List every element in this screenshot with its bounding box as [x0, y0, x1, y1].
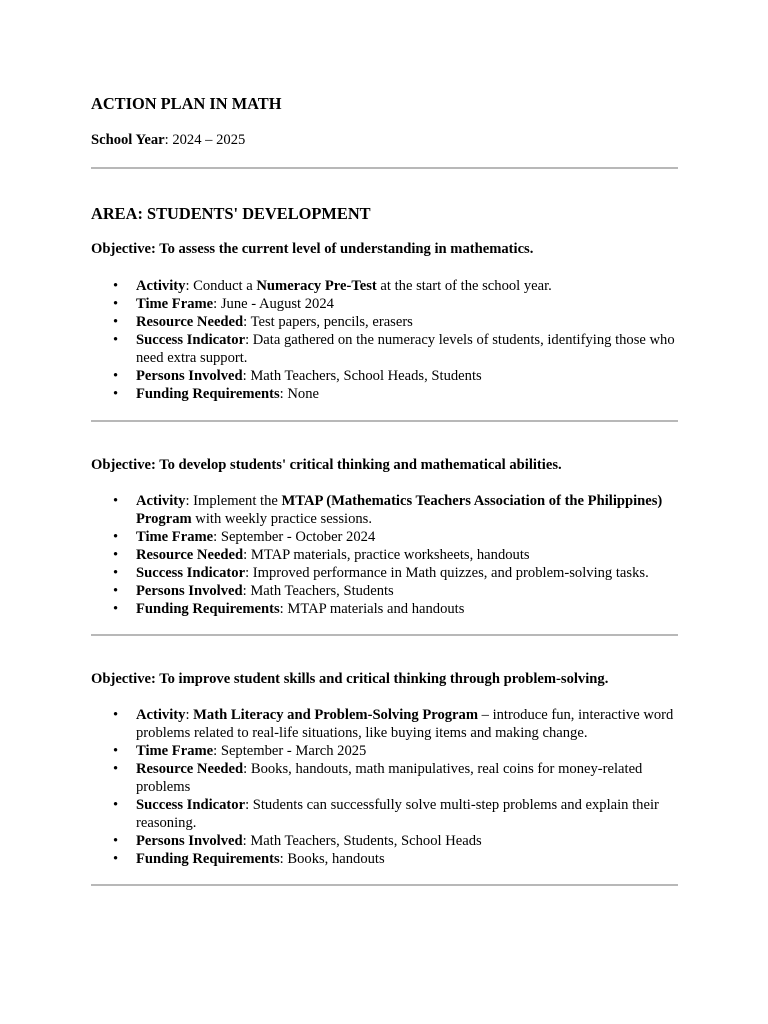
objective-item-list [91, 277, 678, 403]
item-text: : None [279, 386, 319, 402]
item-text: at the start of the school year. [376, 278, 552, 294]
list-item [91, 760, 678, 796]
list-item [91, 546, 678, 564]
list-item [91, 600, 678, 618]
objective-item-list [91, 706, 678, 868]
objective-heading: Objective: To develop students' critical thinking and mathematical abilities. [91, 457, 562, 473]
item-label: Time Frame [136, 296, 214, 312]
item-label: Activity [136, 278, 186, 294]
item-label: Time Frame [136, 743, 214, 759]
list-item [91, 832, 678, 850]
list-item [91, 295, 678, 313]
objective-heading: Objective: To improve student skills and critical thinking through problem-solving. [91, 671, 609, 687]
list-item [91, 313, 678, 331]
item-text: : September - March 2025 [213, 743, 367, 759]
document-title: ACTION PLAN IN MATH [91, 94, 282, 113]
objective-item-list [91, 492, 678, 618]
item-text: : Students can successfully solve multi-step problems and explain their reasoning. [136, 797, 659, 831]
item-label: Success Indicator [136, 797, 246, 813]
item-label: Activity [136, 707, 186, 723]
list-item [91, 850, 678, 868]
item-text: : Books, handouts, math manipulatives, real coins for money-related problems [136, 761, 643, 795]
list-item [91, 385, 678, 403]
item-label: Persons Involved [136, 368, 243, 384]
list-item [91, 742, 678, 760]
item-text: – introduce fun, interactive word problems related to real-life situations, like buying items and making change. [136, 707, 674, 741]
horizontal-rule [91, 420, 678, 422]
item-label: Success Indicator [136, 565, 246, 581]
list-item [91, 564, 678, 582]
item-label: Funding Requirements [136, 601, 280, 617]
item-label: Funding Requirements [136, 851, 280, 867]
item-label: Resource Needed [136, 547, 244, 563]
item-text: : [185, 707, 194, 723]
item-label: Persons Involved [136, 583, 243, 599]
item-text: : Data gathered on the numeracy levels of students, identifying those who need extra support. [136, 332, 675, 366]
item-emphasis: Numeracy Pre-Test [256, 278, 377, 294]
item-label: Funding Requirements [136, 386, 280, 402]
item-text: : Math Teachers, Students [242, 583, 394, 599]
list-item [91, 582, 678, 600]
horizontal-rule [91, 884, 678, 886]
list-item [91, 706, 678, 742]
school-year-value: : 2024 – 2025 [164, 132, 246, 148]
item-text: with weekly practice sessions. [191, 511, 373, 527]
item-text: : MTAP materials, practice worksheets, handouts [243, 547, 530, 563]
list-item [91, 331, 678, 367]
school-year-label: School Year [91, 132, 165, 148]
item-text: : Books, handouts [279, 851, 385, 867]
list-item [91, 528, 678, 546]
item-text: : Math Teachers, Students, School Heads [242, 833, 482, 849]
item-text: : Conduct a [185, 278, 257, 294]
horizontal-rule [91, 634, 678, 636]
item-label: Success Indicator [136, 332, 246, 348]
item-text: : Math Teachers, School Heads, Students [242, 368, 482, 384]
item-text: : Implement the [185, 493, 282, 509]
item-text: : Improved performance in Math quizzes, and problem-solving tasks. [245, 565, 649, 581]
list-item [91, 796, 678, 832]
list-item [91, 367, 678, 385]
item-label: Time Frame [136, 529, 214, 545]
horizontal-rule [91, 167, 678, 169]
item-label: Resource Needed [136, 314, 244, 330]
item-text: : June - August 2024 [213, 296, 334, 312]
item-emphasis: Math Literacy and Problem-Solving Program [193, 707, 478, 723]
item-text: : September - October 2024 [213, 529, 376, 545]
school-year-line [91, 131, 245, 149]
item-text: : Test papers, pencils, erasers [243, 314, 413, 330]
area-heading: AREA: STUDENTS' DEVELOPMENT [91, 204, 371, 223]
item-text: : MTAP materials and handouts [279, 601, 465, 617]
objective-heading: Objective: To assess the current level of understanding in mathematics. [91, 241, 534, 257]
item-label: Activity [136, 493, 186, 509]
list-item [91, 492, 678, 528]
list-item [91, 277, 678, 295]
item-label: Persons Involved [136, 833, 243, 849]
item-emphasis: MTAP (Mathematics Teachers Association of the Philippines) Program [136, 493, 663, 527]
item-label: Resource Needed [136, 761, 244, 777]
